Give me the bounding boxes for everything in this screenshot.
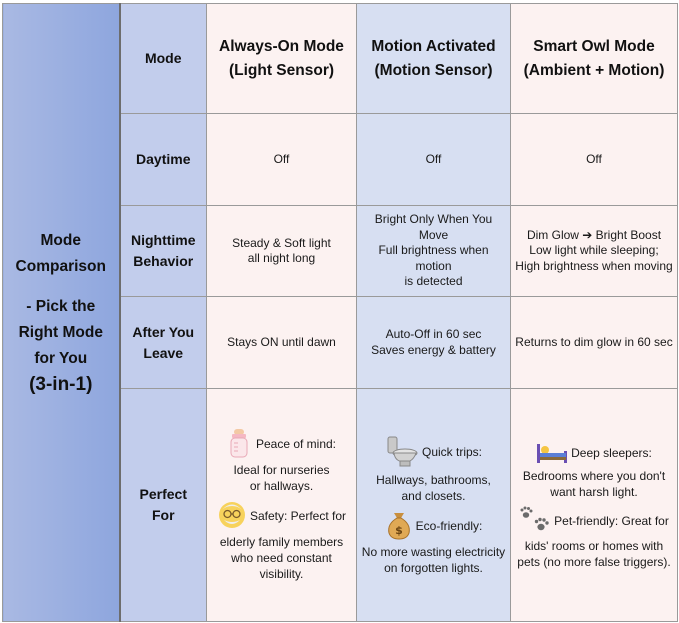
perfect-item xyxy=(514,506,674,570)
svg-text:$: $ xyxy=(394,524,403,537)
perfect-item xyxy=(360,510,507,576)
column-header-smart-owl xyxy=(511,4,678,114)
row-header-line: For xyxy=(151,507,175,523)
bed-icon xyxy=(536,440,568,468)
row-header-line: Behavior xyxy=(133,253,194,269)
row-header-line: Perfect xyxy=(139,486,187,502)
perfect-item-line: Bedrooms where you don't xyxy=(522,469,666,483)
column-header-line: Always-On Mode xyxy=(219,37,344,55)
perfect-item-heading: Eco-friendly: xyxy=(415,519,483,534)
cell-line: Bright Only When You Move xyxy=(374,212,493,242)
toilet-icon xyxy=(385,434,419,472)
row-header-line: After You xyxy=(132,323,195,340)
perfect-item-heading: Deep sleepers: xyxy=(571,446,652,461)
perfect-item-line: on forgotten lights. xyxy=(384,561,483,575)
row-header-nighttime xyxy=(120,206,207,297)
cell-nighttime-smart-owl xyxy=(511,206,678,297)
cell-line: Dim Glow ➔ Bright Boost xyxy=(526,227,662,242)
perfect-item-line: pets (no more false triggers). xyxy=(517,555,671,569)
row-header-after-you-leave xyxy=(120,297,207,389)
cell-after-motion xyxy=(357,297,511,389)
cell-daytime-always-on: Off xyxy=(207,114,357,206)
perfect-item-heading: Peace of mind: xyxy=(255,437,337,452)
perfect-item xyxy=(210,500,353,582)
cell-line: is detected xyxy=(404,274,463,289)
cell-perfect-smart-owl xyxy=(511,389,678,622)
perfect-item-line: and closets. xyxy=(401,489,466,503)
cell-line: Returns to dim glow in 60 sec xyxy=(515,334,673,349)
perfect-item-line: No more wasting electricity xyxy=(361,545,506,559)
perfect-item-line: Hallways, bathrooms, xyxy=(376,473,491,487)
perfect-item-line: want harsh light. xyxy=(550,485,638,499)
row-header-mode: Mode xyxy=(120,4,207,114)
paw-prints-icon xyxy=(519,506,551,538)
row-header-line: Nighttime xyxy=(130,232,196,248)
cell-line: Steady & Soft light xyxy=(232,235,331,250)
column-header-always-on xyxy=(207,4,357,114)
perfect-item-line: or hallways. xyxy=(249,479,314,493)
cell-nighttime-motion xyxy=(357,206,511,297)
cell-line: Auto-Off in 60 sec xyxy=(385,327,482,341)
sidebar-line: Right Mode xyxy=(18,323,103,341)
cell-line: all night long xyxy=(247,251,316,265)
perfect-item xyxy=(514,440,674,500)
sidebar-title xyxy=(3,4,120,622)
mode-comparison-table xyxy=(2,3,678,622)
perfect-item-heading: Safety: Perfect for xyxy=(249,509,347,524)
row-header-line: Leave xyxy=(143,344,184,361)
column-header-line: (Ambient + Motion) xyxy=(523,61,665,79)
column-header-line: Smart Owl Mode xyxy=(533,37,655,55)
comparison-table-container xyxy=(2,3,677,621)
cell-line: Stays ON until dawn xyxy=(227,334,336,349)
sidebar-line: Comparison xyxy=(15,257,106,275)
column-header-motion-activated xyxy=(357,4,511,114)
cell-line: Low light while sleeping; xyxy=(529,243,659,258)
cell-daytime-smart-owl: Off xyxy=(511,114,678,206)
cell-nighttime-always-on xyxy=(207,206,357,297)
sidebar-line: for You xyxy=(34,349,88,367)
perfect-item-heading: Quick trips: xyxy=(421,445,482,460)
perfect-item-heading: Pet-friendly: Great for xyxy=(554,514,669,529)
sidebar-line-3in1: (3-in-1) xyxy=(29,373,93,395)
cell-perfect-motion xyxy=(357,389,511,622)
money-bag-icon xyxy=(385,510,413,544)
column-header-line: (Light Sensor) xyxy=(228,61,335,79)
perfect-item-line: Ideal for nurseries xyxy=(233,463,330,477)
perfect-item-line: who need constant xyxy=(231,551,332,565)
perfect-item-line: kids' rooms or homes with xyxy=(524,539,664,553)
cell-after-always-on xyxy=(207,297,357,389)
row-header-daytime: Daytime xyxy=(120,114,207,206)
cell-perfect-always-on xyxy=(207,389,357,622)
elderly-face-icon xyxy=(217,500,247,534)
cell-line: High brightness when moving xyxy=(515,258,673,273)
column-header-line: (Motion Sensor) xyxy=(374,61,493,79)
perfect-item xyxy=(210,428,353,494)
baby-bottle-icon xyxy=(227,428,253,462)
row-header-perfect-for xyxy=(120,389,207,622)
cell-line: Saves energy & battery xyxy=(371,342,496,357)
cell-after-smart-owl xyxy=(511,297,678,389)
sidebar-line: - Pick the xyxy=(26,297,96,315)
perfect-item-line: elderly family members xyxy=(219,535,344,549)
cell-daytime-motion: Off xyxy=(357,114,511,206)
sidebar-line: Mode xyxy=(40,231,81,249)
perfect-item xyxy=(360,434,507,504)
cell-line: Full brightness when motion xyxy=(378,243,489,273)
perfect-item-line: visibility. xyxy=(259,567,304,581)
column-header-line: Motion Activated xyxy=(371,37,496,55)
